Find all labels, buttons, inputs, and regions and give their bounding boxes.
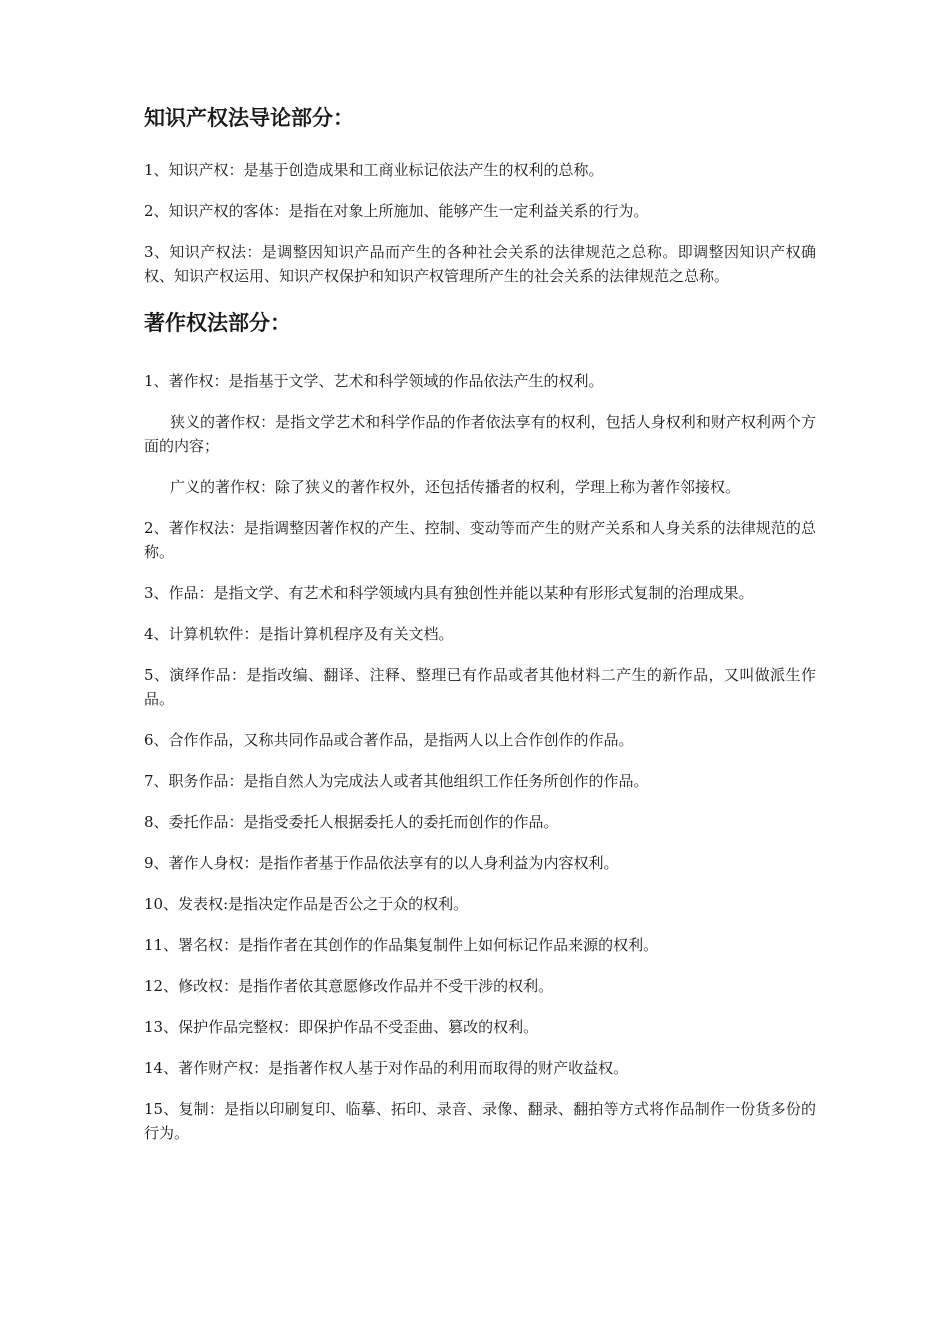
paragraph-copyright-7: 7、职务作品：是指自然人为完成法人或者其他组织工作任务所创作的作品。 [144,772,649,790]
paragraph-intro-1: 1、知识产权：是基于创造成果和工商业标记依法产生的权利的总称。 [144,161,604,179]
paragraph-copyright-broad: 广义的著作权：除了狭义的著作权外，还包括传播者的权利，学理上称为著作邻接权。 [170,478,741,496]
document-page [144,100,816,1162]
paragraph-copyright-narrow: 狭义的著作权：是指文学艺术和科学作品的作者依法享有的权利，包括人身权利和财产权利两个方面的内容； [144,413,816,455]
paragraph-copyright-3: 3、作品：是指文学、有艺术和科学领域内具有独创性并能以某种有形形式复制的治理成果。 [144,584,754,602]
paragraph-copyright-10: 10、发表权:是指决定作品是否公之于众的权利。 [144,895,469,913]
paragraph-copyright-9: 9、著作人身权：是指作者基于作品依法享有的以人身利益为内容权利。 [144,854,619,872]
paragraph-copyright-8: 8、委托作品：是指受委托人根据委托人的委托而创作的作品。 [144,813,559,831]
paragraph-copyright-4: 4、计算机软件：是指计算机程序及有关文档。 [144,625,454,643]
paragraph-copyright-14: 14、著作财产权：是指著作权人基于对作品的利用而取得的财产收益权。 [144,1059,629,1077]
paragraph-copyright-11: 11、署名权：是指作者在其创作的作品集复制件上如何标记作品来源的权利。 [144,936,659,954]
paragraph-copyright-13: 13、保护作品完整权：即保护作品不受歪曲、篡改的权利。 [144,1018,539,1036]
paragraph-intro-2: 2、知识产权的客体：是指在对象上所施加、能够产生一定利益关系的行为。 [144,202,649,220]
paragraph-copyright-5: 5、演绎作品：是指改编、翻译、注释、整理已有作品或者其他材料二产生的新作品，又叫做派生作品。 [144,666,816,708]
paragraph-copyright-2: 2、著作权法：是指调整因著作权的产生、控制、变动等而产生的财产关系和人身关系的法律规范的总称。 [144,519,816,561]
section-title-copyright: 著作权法部分： [144,311,291,335]
paragraph-copyright-15: 15、复制：是指以印刷复印、临摹、拓印、录音、录像、翻录、翻拍等方式将作品制作一份货多份的行为。 [144,1100,816,1142]
paragraph-copyright-12: 12、修改权：是指作者依其意愿修改作品并不受干涉的权利。 [144,977,554,995]
paragraph-intro-3: 3、知识产权法：是调整因知识产品而产生的各种社会关系的法律规范之总称。即调整因知识产权确权、知识产权运用、知识产权保护和知识产权管理所产生的社会关系的法律规范之总称。 [144,243,816,285]
section-title-intro: 知识产权法导论部分： [144,106,354,130]
paragraph-copyright-1: 1、著作权：是指基于文学、艺术和科学领域的作品依法产生的权利。 [144,372,604,390]
paragraph-copyright-6: 6、合作作品，又称共同作品或合著作品，是指两人以上合作创作的作品。 [144,731,634,749]
